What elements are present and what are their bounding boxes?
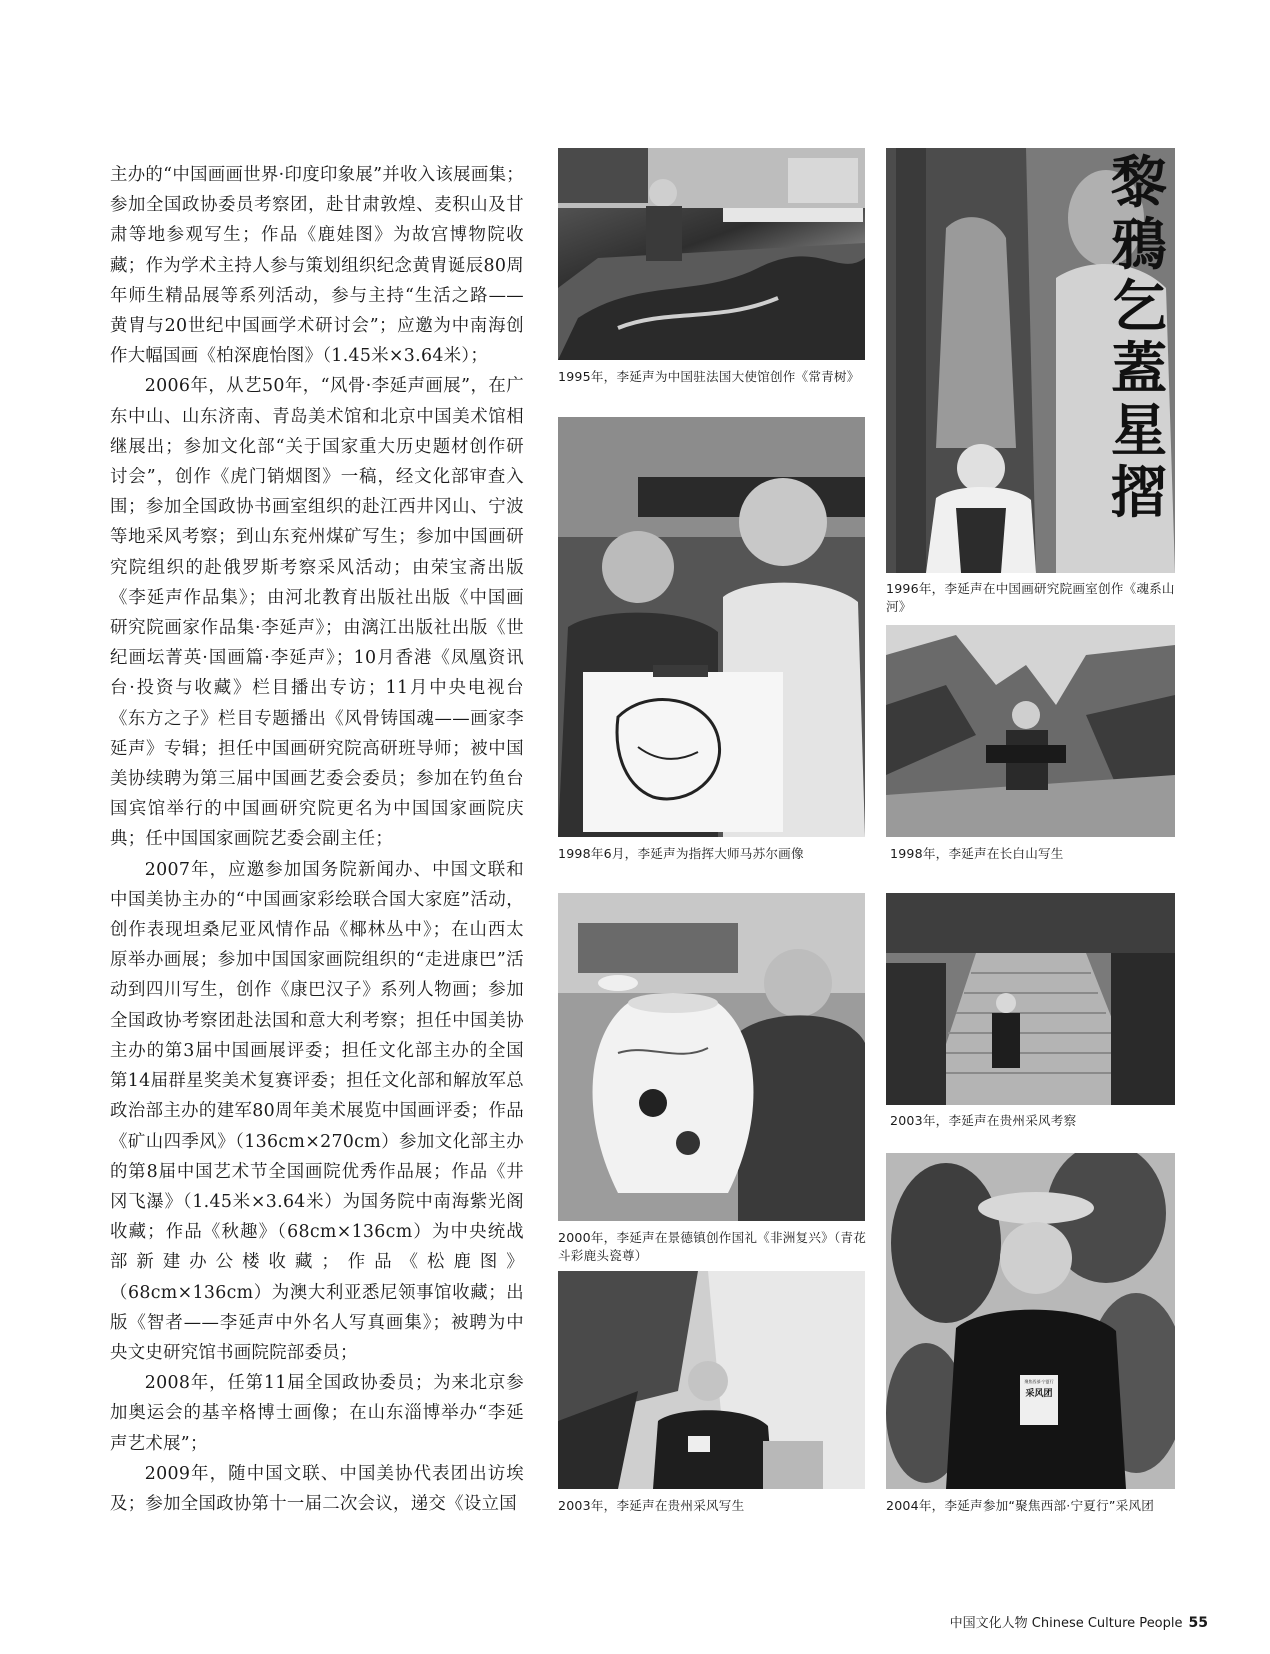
body-paragraph-2009: 2009年，随中国文联、中国美协代表团出访埃及；参加全国政协第十一届二次会议，递交《设立国 [110,1463,524,1514]
body-paragraph-1: 主办的“中国画画世界·印度印象展”并收入该展画集；参加全国政协委员考察团，赴甘肃敦煌、麦积山及甘肃等地参观写生；作品《鹿娃图》为故宫博物院收藏；作为学术主持人参与策划组织纪念黄胄诞辰80周年师生精品展等系列活动，参与主持“生活之路——黄胄与20世纪中国画学术研讨会”；应邀为中南海创作大幅国画《柏深鹿怡图》（1.45米×3.64米）； [110,165,524,367]
photo-2004-ningxia-gourds [886,1153,1175,1489]
badge-2004 [1020,1375,1058,1425]
caption-1995: 1995年，李延声为中国驻法国大使馆创作《常青树》 [558,369,860,384]
photo-1998-changbai-mountain [886,625,1175,837]
caption-1996: 1996年，李延声在中国画研究院画室创作《魂系山河》 [886,581,1175,614]
page-footer [950,1612,1208,1631]
photo-1998-masur-portrait [558,417,865,837]
caption-2003-guizhou-xiesheng: 2003年，李延声在贵州采风写生 [558,1498,745,1513]
body-paragraph-2006: 2006年，从艺50年，“风骨·李延声画展”，在广东中山、山东济南、青岛美术馆和北京中国美术馆相继展出；参加文化部“关于国家重大历史题材创作研讨会”，创作《虎门销烟图》一稿，经文化部审查入围；参加全国政协书画室组织的赴江西井冈山、宁波等地采风考察；到山东兖州煤矿写生；参加中国画研究院组织的赴俄罗斯考察采风活动；由荣宝斋出版《李延声作品集》；由河北教育出版社出版《中国画研究院画家作品集·李延声》；由漓江出版社出版《世纪画坛菁英·国画篇·李延声》；10月香港《凤凰资讯台·投资与收藏》栏目播出专访；11月中央电视台《东方之子》栏目专题播出《风骨铸国魂——画家李延声》专辑；担任中国画研究院高研班导师；被中国美协续聘为第三届中国画艺委会委员；参加在钓鱼台国宾馆举行的中国画研究院更名为中国国家画院庆典；任中国国家画院艺委会副主任； [110,376,524,850]
caption-1998-masur: 1998年6月，李延声为指挥大师马苏尔画像 [558,846,804,861]
page-number: 55 [1188,1615,1208,1631]
caption-1998-changbai: 1998年，李延声在长白山写生 [890,846,1064,861]
photo-2000-porcelain-vase [558,893,865,1221]
body-paragraph-2007: 2007年，应邀参加国务院新闻办、中国文联和中国美协主办的“中国画家彩绘联合国大家庭”活动，创作表现坦桑尼亚风情作品《椰林丛中》；在山西太原举办画展；参加中国国家画院组织的“走进康巴”活动到四川写生，创作《康巴汉子》系列人物画；参加全国政协考察团赴法国和意大利考察；担任中国美协主办的第3届中国画展评委；担任文化部主办的全国第14届群星奖美术复赛评委；担任文化部和解放军总政治部主办的建军80周年美术展览中国画评委；作品《矿山四季风》（136cm×270cm）参加文化部主办的第8届中国艺术节全国画院优秀作品展；作品《井冈飞瀑》（1.45米×3.64米）为国务院中南海紫光阁收藏；作品《秋趣》（68cm×136cm）为中央统战部新建办公楼收藏；作品《松鹿图》（68cm×136cm）为澳大利亚悉尼领事馆收藏；出版《智者——李延声中外名人写真画集》；被聘为中央文史研究馆书画院院部委员； [110,859,524,1363]
body-paragraph-2008: 2008年，任第11届全国政协委员；为来北京参加奥运会的基辛格博士画像；在山东淄博举办“李延声艺术展”； [110,1373,524,1454]
caption-2003-guizhou-kaocha: 2003年，李延声在贵州采风考察 [890,1113,1077,1128]
caption-2000: 2000年，李延声在景德镇创作国礼《非洲复兴》（青花斗彩鹿头瓷尊） [558,1230,867,1263]
publication-name: 中国文化人物 Chinese Culture People [949,1616,1183,1631]
photo-2003-guizhou-stairs [886,893,1175,1105]
banner-1996-calligraphy: 黎鴉乞蓋星摺 [1111,150,1167,526]
photo-1996-studio-painting [886,148,1175,573]
photo-2003-guizhou-waterfall [558,1271,865,1489]
badge-2004-line1: 聚焦西部·宁夏行 [1024,1379,1054,1384]
caption-2004: 2004年，李延声参加“聚焦西部·宁夏行”采风团 [886,1498,1154,1513]
photo-1995-painting-table [558,148,865,360]
badge-2004-line2: 采风团 [1025,1389,1053,1399]
body-text-column [110,160,524,1519]
